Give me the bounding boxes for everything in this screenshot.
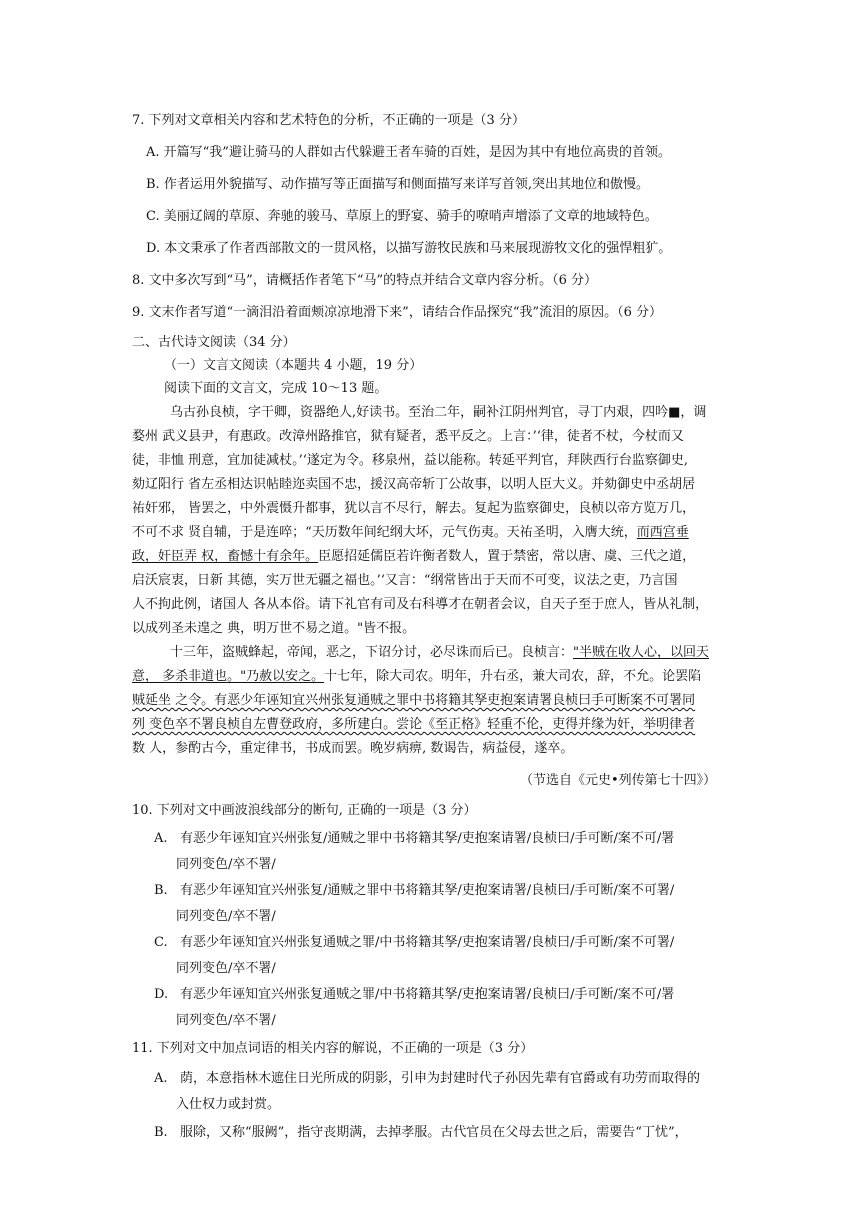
passage-line: 启沃宸衷，日新 其德，实万世无疆之福也。’‘又言：“纲常皆出于天而不可变，议法之吏，乃言国	[132, 573, 678, 588]
underlined-sentence: 意， 多杀非道也。"乃赦以安之。	[132, 669, 325, 684]
q7-stem: 7. 下列对文章相关内容和艺术特色的分析，不正确的一项是（3 分）	[132, 113, 525, 128]
q9-stem: 9. 文末作者写道“一滴泪沿着面颊凉凉地滑下来”，请结合作品探究“我”流泪的原因。（6 分）	[132, 305, 663, 320]
passage-line: 数 人，参酌古今，重定律书，书成而罢。晚岁病痹, 数谒告，病益侵，遂卒。	[132, 741, 574, 756]
passage-line: 以成列圣未遑之 典，明万世不易之道。"皆不报。	[132, 621, 416, 636]
passage-line: 祐奸邪， 皆罢之，中外震慑升都事，犹以言不尽行，解去。复起为监察御史，良桢以帝方览万几，	[132, 501, 696, 516]
passage-text: 臣愿招延儒臣若许衡者数人，置于禁密，常以唐、虞、三代之道，	[318, 549, 696, 564]
passage-line	[132, 548, 695, 566]
q7-option-b: B. 作者运用外貌描写、动作描写等正面描写和侧面描写来详写首领,突出其地位和傲慢。	[146, 177, 649, 192]
passage-text: 十三年，盗贼蜂起，帝闻，恶之，下诏分讨，必尽诛而后已。良桢言：	[170, 645, 574, 660]
q10-option-c-label: C.	[154, 935, 168, 950]
q11-stem: 11. 下列对文中加点词语的相关内容的解说，不正确的一项是（3 分）	[132, 1041, 534, 1056]
q11-option-b-label: B.	[154, 1125, 168, 1140]
q10-option-a-line2: 同列变色/卒不署/	[176, 857, 276, 872]
q11-option-a-line1: 荫，本意指林木遮住日光所成的阴影，引申为封建时代子孙因先辈有官爵或有功劳而取得的	[180, 1071, 701, 1086]
q11-option-b-line1: 服除，又称“服阙”，指守丧期满，去掉孝服。古代官员在父母去世之后，需要告“丁忧”，	[180, 1125, 688, 1140]
passage-line	[170, 644, 709, 662]
passage-line-wavy: 贼延坐 之令。有恶少年诬知宜兴州张复通贼之罪中书将籍其孥吏抱案请署良桢曰手可断案不可署同	[132, 693, 696, 708]
q10-option-c-line2: 同列变色/卒不署/	[176, 961, 276, 976]
passage-line	[132, 524, 689, 542]
q10-option-d-line1: 有恶少年诬知宜兴州张复通贼之罪/中书将籍其孥/吏抱案请署/良桢曰/手可断/案不可/署	[180, 987, 675, 1002]
passage-text: 不可不求 贤自辅，于是连啐；“天历数年间纪纲大坏，元气伤夷。天祐圣明，入膺大统，	[132, 525, 637, 540]
passage-line	[132, 668, 701, 686]
q10-option-b-line1: 有恶少年诬知宜兴州张复/通贼之罪中书将籍其孥/吏抱案请署/良桢曰/手可断/案不可署/	[180, 883, 675, 898]
q11-option-a-label: A.	[154, 1071, 168, 1086]
passage-line: 乌古孙良桢，字干卿，资器绝人,好读书。至治二年，嗣补江阴州判官，寻丁内艰，四吟■，调	[170, 405, 707, 420]
passage-line-wavy: 列 变色卒不署良桢自左曹登政府，多所建白。尝论《至正格》轻重不伦，吏得并缘为奸，举明律者	[132, 717, 696, 732]
passage-line: 徒，非恤 刑意，宜加徒减杖。’‘遂定为令。移泉州，益以能称。转延平判官，拜陕西行台监察御史,	[132, 453, 689, 468]
q10-option-b-line2: 同列变色/卒不署/	[176, 909, 276, 924]
underlined-sentence: 而西宫垂	[636, 525, 689, 540]
q10-option-c-line1: 有恶少年诬知宜兴州张复通贼之罪/中书将籍其孥/吏抱案请署/良桢曰/手可断/案不可署/	[180, 935, 675, 950]
q10-option-b-label: B.	[154, 883, 168, 898]
underlined-sentence: 政，奸臣弄 权，畜憾十有余年。	[132, 549, 319, 564]
passage-source: （节选自《元史•列传第七十四》）	[520, 773, 717, 788]
subsection-heading: （一）文言文阅读（本题共 4 小题，19 分）	[164, 358, 423, 373]
section-heading: 二、古代诗文阅读（34 分）	[132, 335, 296, 350]
q10-option-a-line1: 有恶少年诬知宜兴州张复/通贼之罪中书将籍其孥/吏抱案请署/良桢曰/手可断/案不可/署	[180, 831, 675, 846]
q7-option-d: D. 本文秉承了作者西部散文的一贯风格，以描写游牧民族和马来展现游牧文化的强悍粗犷。	[146, 241, 672, 256]
passage-line: 婺州 武义县尹，有惠政。改漳州路推官，狱有疑者，悉平反之。上言：’‘律，徒者不杖，今杖而又	[132, 429, 684, 444]
underlined-sentence: "半贼在收人心，以回天	[573, 645, 709, 660]
q7-option-c: C. 美丽辽阔的草原、奔驰的骏马、草原上的野宴、骑手的嘹哨声增添了文章的地域特色。	[146, 209, 658, 224]
q10-option-a-label: A.	[154, 831, 168, 846]
q7-option-a: A. 开篇写“我”避让骑马的人群如古代躲避王者车骑的百姓，是因为其中有地位高贵的首领。	[146, 145, 671, 160]
passage-line: 人不拘此例，诸国人 各从本俗。请下礼官有司及右科導才在朝者会议，自天子至于庶人，皆从礼制，	[132, 597, 709, 612]
q10-option-d-label: D.	[154, 987, 169, 1002]
q10-option-d-line2: 同列变色/卒不署/	[176, 1013, 276, 1028]
passage-line: 劾辽阳行 省左丞相达识帖睦迩卖国不忠，援汉高帝斩丁公故事，以明人臣大义。并劾御史中丞胡居	[132, 477, 696, 492]
q8-stem: 8. 文中多次写到“马”，请概括作者笔下“马”的特点并结合文章内容分析。（6 分）	[132, 273, 598, 288]
q10-stem: 10. 下列对文中画波浪线部分的断句, 正确的一项是（3 分）	[132, 803, 477, 818]
reading-instruction: 阅读下面的文言文，完成 10～13 题。	[164, 381, 388, 396]
passage-text: 十七年，除大司农。明年，升右丞，兼大司农，辞，不允。论罢陷	[324, 669, 702, 684]
q11-option-a-line2: 入仕权力或封赏。	[176, 1097, 281, 1112]
